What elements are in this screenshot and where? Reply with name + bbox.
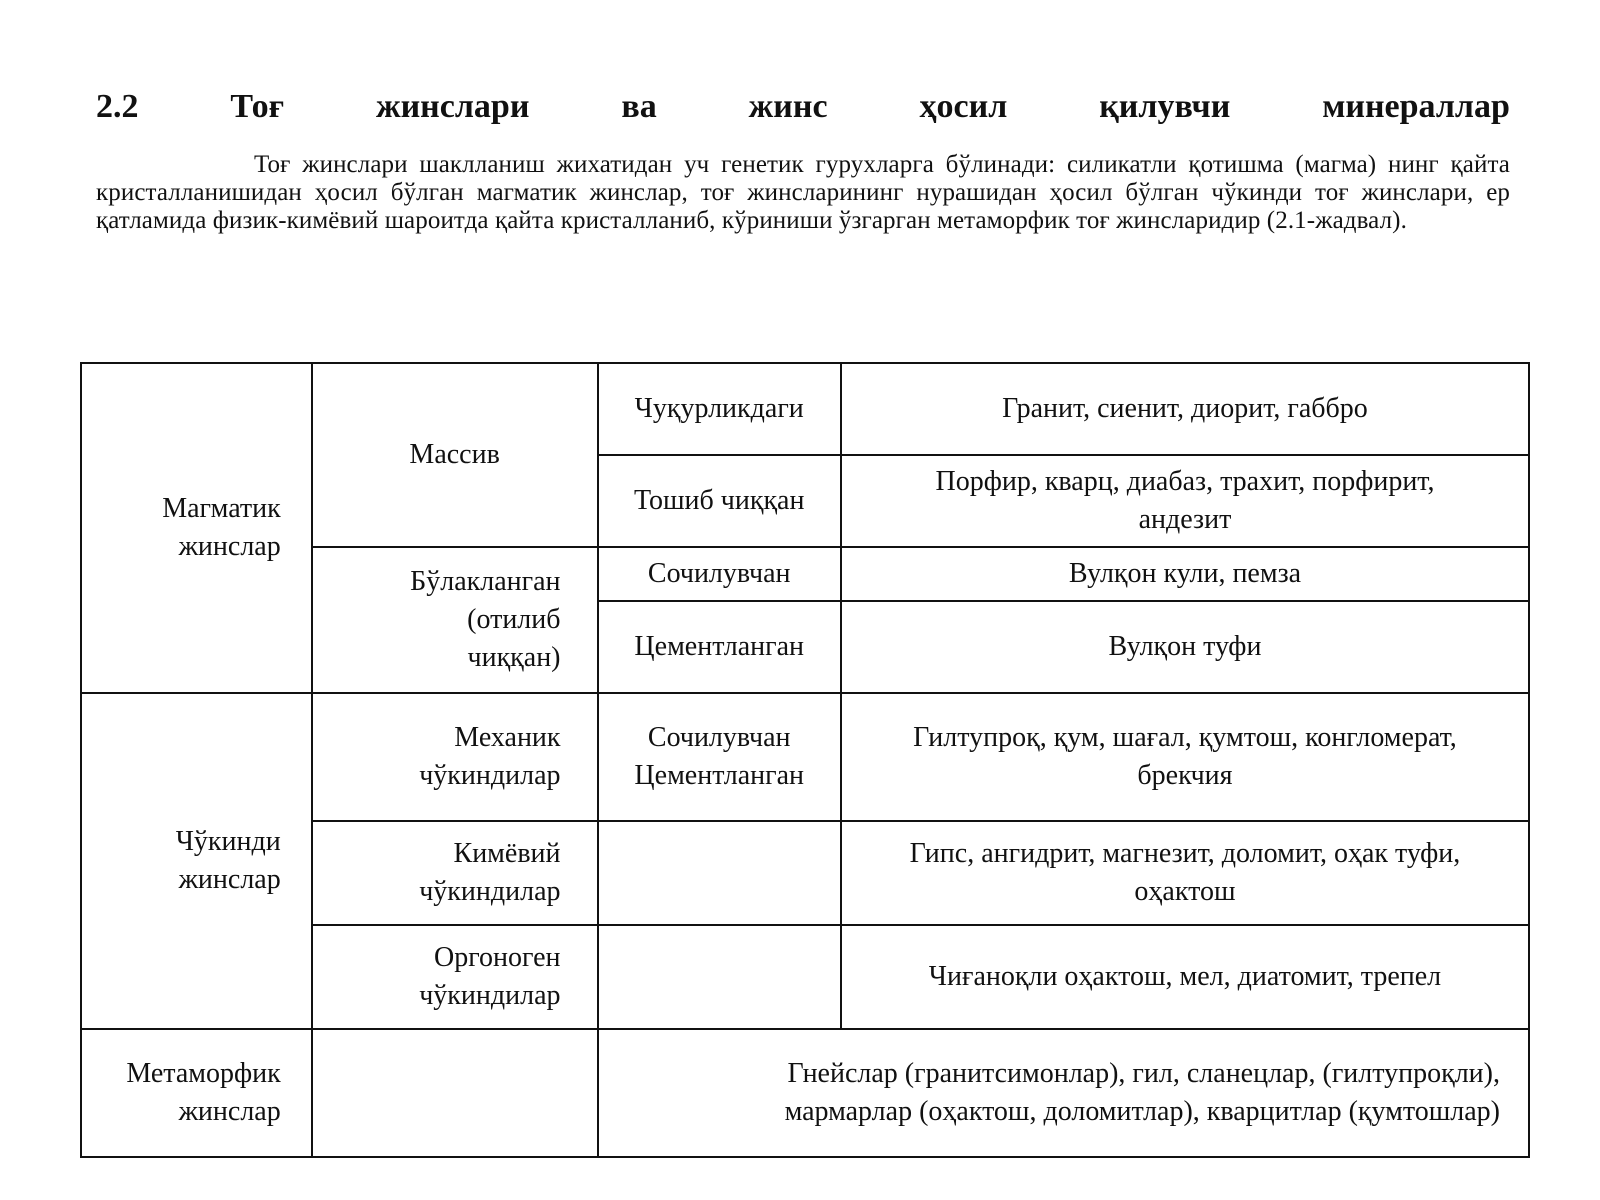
rocks-organogenic: Чиғаноқли оҳактош, мел, диатомит, трепел xyxy=(841,925,1529,1029)
type-mechanical: Сочилувчан Цементланган xyxy=(598,693,841,821)
rocks-cemented: Вулқон туфи xyxy=(841,601,1529,693)
section-number: 2.2 xyxy=(96,88,139,125)
table-row xyxy=(81,1029,1529,1157)
subgroup-metamorphic xyxy=(312,1029,598,1157)
table-row xyxy=(81,693,1529,821)
heading-word: Тоғ xyxy=(230,88,285,125)
section-heading xyxy=(96,88,1510,126)
subgroup-massive: Массив xyxy=(312,363,598,547)
rocks-deep: Гранит, сиенит, диорит, габбро xyxy=(841,363,1529,455)
rock-classification-table xyxy=(80,362,1530,1158)
heading-word: қилувчи xyxy=(1099,88,1231,125)
type-organogenic xyxy=(598,925,841,1029)
type-loose: Сочилувчан xyxy=(598,547,841,601)
heading-word: ва xyxy=(621,88,657,125)
intro-paragraph: Тоғ жинслари шаклланиш жихатидан уч генетик гурухларга бўлинади: силикатли қотишма (магма) нинг қайта кристалланишидан ҳосил бўлган магматик жинслар, тоғ жинсларининг нурашидан ҳосил бўлган чўкинди тоғ жинслари, ер қатламида физик-кимёвий шароитда қайта кристалланиб, кўриниши ўзгарган метаморфик тоғ жинсларидир (2.1-жадвал). xyxy=(96,151,1510,234)
heading-word: ҳосил xyxy=(919,88,1008,125)
subgroup-chemical: Кимёвий чўкиндилар xyxy=(312,821,598,925)
type-deep: Чуқурликдаги xyxy=(598,363,841,455)
rocks-effusive: Порфир, кварц, диабаз, трахит, порфирит, андезит xyxy=(841,455,1529,547)
subgroup-mechanical: Механик чўкиндилар xyxy=(312,693,598,821)
heading-word: жинс xyxy=(748,88,828,125)
group-magmatic: Магматик жинслар xyxy=(81,363,312,693)
heading-word: жинслари xyxy=(375,88,530,125)
rocks-loose: Вулқон кули, пемза xyxy=(841,547,1529,601)
heading-word: минераллар xyxy=(1322,88,1510,125)
type-effusive: Тошиб чиққан xyxy=(598,455,841,547)
rocks-chemical: Гипс, ангидрит, магнезит, доломит, оҳак туфи, оҳактош xyxy=(841,821,1529,925)
rocks-mechanical: Гилтупроқ, қум, шағал, қумтош, конгломерат, брекчия xyxy=(841,693,1529,821)
subgroup-fragmented: Бўлакланган (отилиб чиққан) xyxy=(312,547,598,693)
subgroup-organogenic: Оргоноген чўкиндилар xyxy=(312,925,598,1029)
rocks-metamorphic: Гнейслар (гранитсимонлар), гил, сланецлар, (гилтупроқли), мармарлар (оҳактош, доломитлар), кварцитлар (қумтошлар) xyxy=(598,1029,1529,1157)
type-chemical xyxy=(598,821,841,925)
group-metamorphic: Метаморфик жинслар xyxy=(81,1029,312,1157)
group-sedimentary: Чўкинди жинслар xyxy=(81,693,312,1029)
table-row xyxy=(81,363,1529,455)
type-cemented: Цементланган xyxy=(598,601,841,693)
